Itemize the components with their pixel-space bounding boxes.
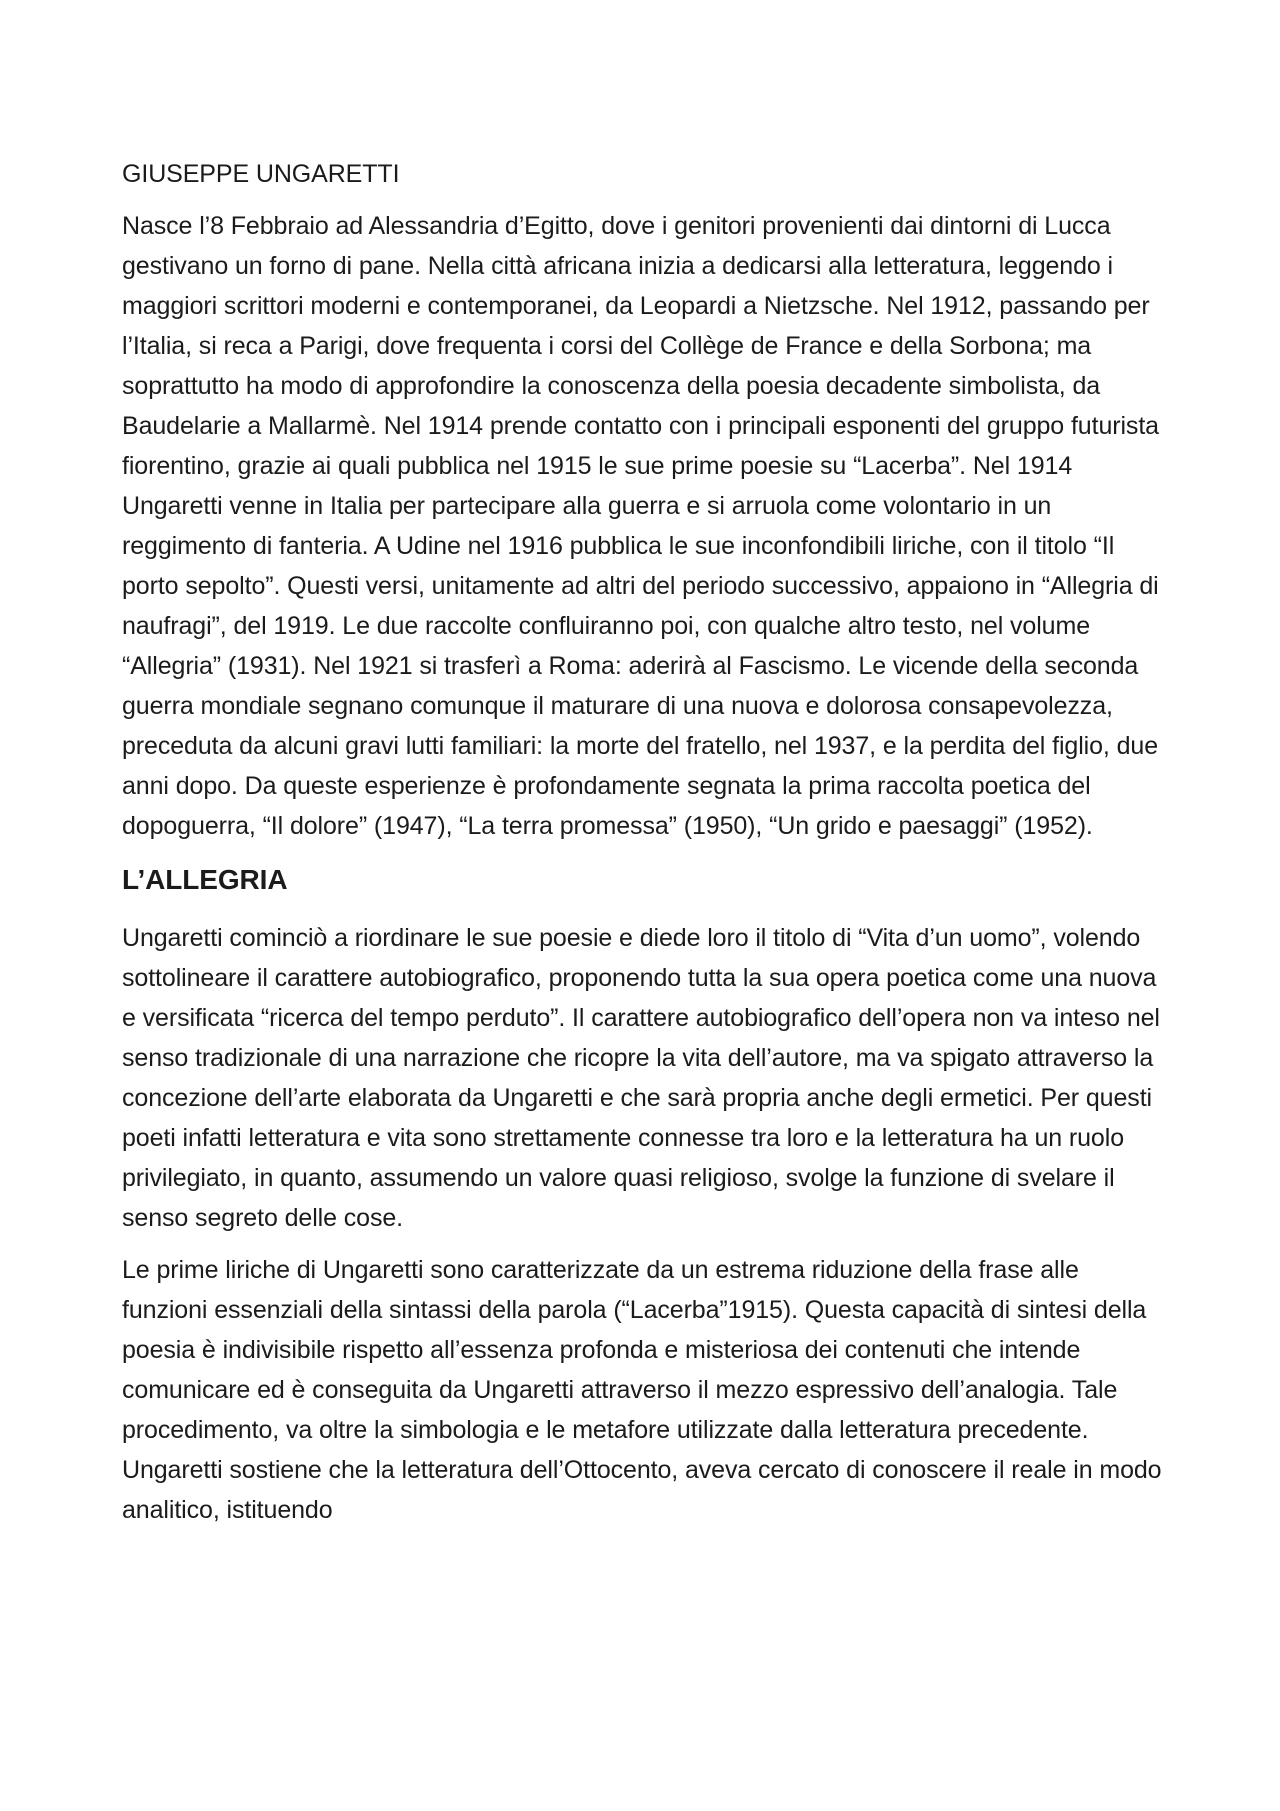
- section-paragraph-2: Le prime liriche di Ungaretti sono caratterizzate da un estrema riduzione della frase alle funzioni essenziali della sintassi della parola (“Lacerba”1915). Questa capacità di sintesi della poesia è indivisibile rispetto all’essenza profonda e misteriosa dei contenuti che intende comunicare ed è conseguita da Ungaretti attraverso il mezzo espressivo dell’analogia. Tale procedimento, va oltre la simbologia e le metafore utilizzate dalla letteratura precedente. Ungaretti sostiene che la letteratura dell’Ottocento, aveva cercato di conoscere il reale in modo analitico, istituendo: [122, 1256, 1162, 1524]
- document-body: [122, 154, 1167, 1542]
- section-paragraph-1: Ungaretti cominciò a riordinare le sue poesie e diede loro il titolo di “Vita d’un uomo”, volendo sottolineare il carattere autobiografico, proponendo tutta la sua opera poetica come una nuova e versificata “ricerca del tempo perduto”. Il carattere autobiografico dell’opera non va inteso nel senso tradizionale di una narrazione che ricopre la vita dell’autore, ma va spigato attraverso la concezione dell’arte elaborata da Ungaretti e che sarà propria anche degli ermetici. Per questi poeti infatti letteratura e vita sono strettamente connesse tra loro e la letteratura ha un ruolo privilegiato, in quanto, assumendo un valore quasi religioso, svolge la funzione di svelare il senso segreto delle cose.: [122, 924, 1160, 1232]
- section-heading-allegria: L’ALLEGRIA: [122, 864, 288, 895]
- document-title: GIUSEPPE UNGARETTI: [122, 160, 400, 188]
- biography-paragraph: Nasce l’8 Febbraio ad Alessandria d’Egitto, dove i genitori provenienti dai dintorni di Lucca gestivano un forno di pane. Nella città africana inizia a dedicarsi alla letteratura, leggendo i maggiori scrittori moderni e contemporanei, da Leopardi a Nietzsche. Nel 1912, passando per l’Italia, si reca a Parigi, dove frequenta i corsi del Collège de France e della Sorbona; ma soprattutto ha modo di approfondire la conoscenza della poesia decadente simbolista, da Baudelarie a Mallarmè. Nel 1914 prende contatto con i principali esponenti del gruppo futurista fiorentino, grazie ai quali pubblica nel 1915 le sue prime poesie su “Lacerba”. Nel 1914 Ungaretti venne in Italia per partecipare alla guerra e si arruola come volontario in un reggimento di fanteria. A Udine nel 1916 pubblica le sue inconfondibili liriche, con il titolo “Il porto sepolto”. Questi versi, unitamente ad altri del periodo successivo, appaiono in “Allegria di naufragi”, del 1919. Le due raccolte confluiranno poi, con qualche altro testo, nel volume “Allegria” (1931). Nel 1921 si trasferì a Roma: aderirà al Fascismo. Le vicende della seconda guerra mondiale segnano comunque il maturare di una nuova e dolorosa consapevolezza, preceduta da alcuni gravi lutti familiari: la morte del fratello, nel 1937, e la perdita del figlio, due anni dopo. Da queste esperienze è profondamente segnata la prima raccolta poetica del dopoguerra, “Il dolore” (1947), “La terra promessa” (1950), “Un grido e paesaggi” (1952).: [122, 212, 1159, 840]
